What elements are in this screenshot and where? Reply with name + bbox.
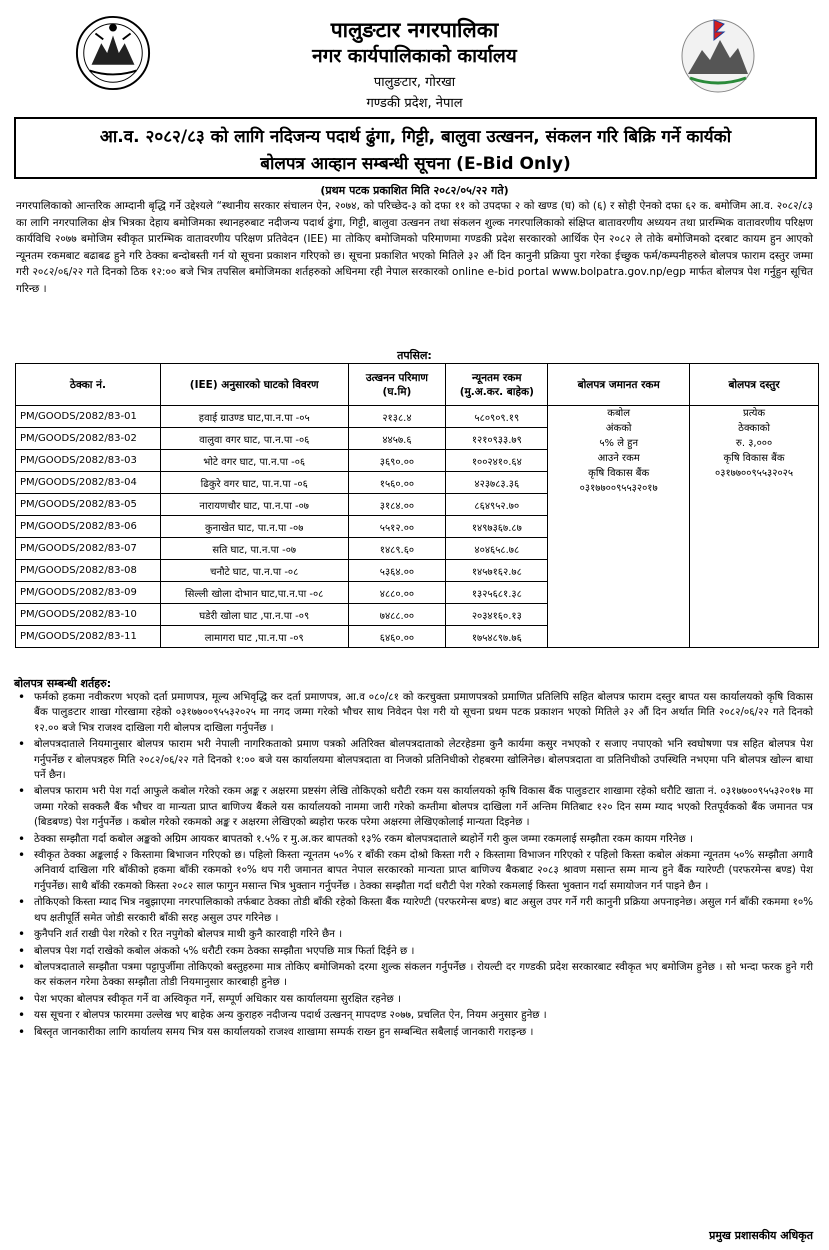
- guarantee-line: कृषि विकास बैंक: [588, 468, 650, 479]
- fee-cell: [690, 406, 819, 648]
- quantity: ७४८८.००: [348, 604, 446, 626]
- contract-no: PM/GOODS/2082/83-09: [16, 582, 161, 604]
- min-amount: १२१०९३३.७९: [446, 428, 548, 450]
- office-subtitle: नगर कार्यपालिकाको कार्यालय: [312, 45, 517, 67]
- ghat-detail: लामागरा घाट ,पा.न.पा -०९: [160, 626, 348, 648]
- list-item: • यस सूचना र बोलपत्र फारममा उल्लेख भए बाहेक अन्य कुराहरु नदीजन्य पदार्थ उत्खनन् मापदण्ड २०७७, प्रचलित ऐन, नियम अनुसार हुनेछ ।: [16, 1008, 813, 1023]
- guarantee-line: कबोल: [607, 408, 631, 419]
- quantity: १५६०.००: [348, 472, 446, 494]
- list-item: • बोलपत्र पेश गर्दा राखेको कबोल अंकको ५% धरौटी रकम ठेक्का सम्झौता भएपछि मात्र फिर्ता दिईने छ ।: [16, 944, 813, 959]
- header-ghat-detail: (IEE) अनुसारको घाटको विवरण: [160, 364, 348, 406]
- header-contract-no: ठेक्का नं.: [16, 364, 161, 406]
- quantity: ५३६४.००: [348, 560, 446, 582]
- header-min-amount: न्यूनतम रकम (मु.अ.कर. बाहेक): [446, 364, 548, 406]
- ghat-detail: कुनाखेत घाट, पा.न.पा -०७: [160, 516, 348, 538]
- quantity: ३६९०.००: [348, 450, 446, 472]
- header-guarantee: बोलपत्र जमानत रकम: [548, 364, 690, 406]
- contract-no: PM/GOODS/2082/83-03: [16, 450, 161, 472]
- quantity: ४८८०.००: [348, 582, 446, 604]
- office-address: पालुङटार, गोरखा: [373, 75, 456, 90]
- contract-no: PM/GOODS/2082/83-04: [16, 472, 161, 494]
- ghat-detail: सिल्ली खोला दोभान घाट,पा.न.पा -०८: [160, 582, 348, 604]
- ghat-detail: भोटे वगर घाट, पा.न.पा -०६: [160, 450, 348, 472]
- office-province: गण्डकी प्रदेश, नेपाल: [366, 96, 463, 111]
- min-amount: १७५४८९७.७६: [446, 626, 548, 648]
- ghat-detail: घडेरी खोला घाट ,पा.न.पा -०९: [160, 604, 348, 626]
- contract-no: PM/GOODS/2082/83-06: [16, 516, 161, 538]
- min-amount: ४२३७८३.३६: [446, 472, 548, 494]
- published-date: (प्रथम पटक प्रकाशित मिति २०८२/०५/२२ गते): [320, 184, 509, 197]
- list-item: • बिस्तृत जानकारीका लागि कार्यालय समय भित्र यस कार्यालयको राजश्व शाखामा सम्पर्क राख्न हुन सम्बन्धित सबैलाई जानकारी गराइन्छ ।: [16, 1025, 813, 1040]
- quantity: ४४५७.६: [348, 428, 446, 450]
- min-amount: २०३४१६०.१३: [446, 604, 548, 626]
- min-amount: ४०४६५८.७८: [446, 538, 548, 560]
- min-amount: १४९७३६७.८७: [446, 516, 548, 538]
- guarantee-cell: [548, 406, 690, 648]
- contract-no: PM/GOODS/2082/83-01: [16, 406, 161, 428]
- notice-title-line1: आ.व. २०८२/८३ को लागि नदिजन्य पदार्थ ढुंगा, गिट्टी, बालुवा उत्खनन, संकलन गरि बिक्रि गर्ने कार्यको: [99, 127, 732, 147]
- notice-title-line2: बोलपत्र आव्हान सम्बन्धी सूचना (E-Bid Only): [260, 154, 571, 174]
- min-amount: ८६४९५२.७०: [446, 494, 548, 516]
- fee-account: ०३१७७००९५५३२०२५: [715, 468, 794, 479]
- min-amount: १४५७१६२.७८: [446, 560, 548, 582]
- quantity: ५५१२.००: [348, 516, 446, 538]
- list-item: • फर्मको हकमा नवीकरण भएको दर्ता प्रमाणपत्र, मूल्य अभिवृद्धि कर दर्ता प्रमाणपत्र, आ.व ०८०/८१ को करचुक्ता प्रमाणपत्रको प्रमाणित प्रतिलिपि सहित बोलपत्र फाराम दस्तुर बापत यस कार्यालयको कृषि विकास बैंक पालुङटार शाखा गोरखामा रहेको ०३१७७००९५५३२०२५ मा नगद जम्मा गरेको भौचर साथ निवेदन पेश गरी यो सूचना प्रथम पटक प्रकाशन भएको मितिले ३२ औं दिन अर्थात मिति २०८२/०६/२२ गते दिनको १२.०० बजे भित्र राजश्व दाखिला गरी बोलपत्र दाखिला गर्नुपर्नेछ ।: [16, 690, 813, 736]
- min-amount: १००२४१०.६४: [446, 450, 548, 472]
- ghat-detail: सति घाट, पा.न.पा -०७: [160, 538, 348, 560]
- office-name: पालुङटार नगरपालिका: [330, 18, 499, 42]
- ghat-detail: हवाई ग्राउण्ड घाट,पा.न.पा -०५: [160, 406, 348, 428]
- fee-line: ठेक्काको: [738, 423, 770, 434]
- header-quantity: उत्खनन परिमाण (घ.मि): [348, 364, 446, 406]
- letterhead: [0, 0, 829, 118]
- contract-no: PM/GOODS/2082/83-08: [16, 560, 161, 582]
- quantity: १४८९.६०: [348, 538, 446, 560]
- contract-no: PM/GOODS/2082/83-02: [16, 428, 161, 450]
- table-row: [16, 406, 819, 428]
- list-item: • कुनैपनि शर्त राखी पेश गरेको र रित नपुगेको बोलपत्र माथी कुनै कारवाही गरिने छैन ।: [16, 927, 813, 942]
- quantity: ६४६०.००: [348, 626, 446, 648]
- quantity: ३१८४.००: [348, 494, 446, 516]
- list-item: • स्वीकृत ठेक्का अङ्कलाई २ किस्तामा बिभाजन गरिएको छ। पहिलो किस्ता न्यूनतम ५०% र बाँकी रकम दोश्रो किस्ता गरी २ किस्तामा विभाजन गरिएको र पहिलो किस्ता कबोल अंकमा न्यूनतम ५०% सम्झौता अगावै अनिवार्य दाखिला गरि बाँकीको हकमा बाँकी रकमको १०% थप गरी जमानत बापत नेपाल सरकारको मान्यता प्राप्त बाणिज्य बैकबाट २०८३ श्रावण मसान्त सम्म मान्य हुने बैंक ग्यारेण्टी (परफरमेन्स बण्ड) पेश गर्नुपर्नेछ। साथै बाँकी रकमको किस्ता २०८२ साल फागुन मसान्त भित्र भुक्तान गर्नुपर्नेछ । ठेक्का सम्झौता गर्दा धरौटी पेश गरेको रकमलाई किस्ता भुक्तान गर्दा समायोजन गर्न पाइने छैन ।: [16, 848, 813, 894]
- ghat-detail: वालुवा वगर घाट, पा.न.पा -०६: [160, 428, 348, 450]
- contracts-table: [15, 363, 819, 648]
- table-header-row: [16, 364, 819, 406]
- notice-title-box: [14, 117, 817, 179]
- contract-no: PM/GOODS/2082/83-11: [16, 626, 161, 648]
- fee-line: प्रत्येक: [743, 408, 766, 419]
- details-label: तपसिल:: [397, 349, 432, 362]
- contract-no: PM/GOODS/2082/83-07: [16, 538, 161, 560]
- guarantee-account: ०३१७७००९५५३२०१७: [579, 483, 658, 494]
- contract-no: PM/GOODS/2082/83-05: [16, 494, 161, 516]
- ghat-detail: ढिकुरे वगर घाट, पा.न.पा -०६: [160, 472, 348, 494]
- terms-heading: बोलपत्र सम्बन्धी शर्तहरु:: [14, 677, 112, 690]
- min-amount: ५८०९०९.१९: [446, 406, 548, 428]
- list-item: • पेश भएका बोलपत्र स्वीकृत गर्ने वा अस्विकृत गर्ने, सम्पूर्ण अधिकार यस कार्यालयमा सुरक्षित रहनेछ ।: [16, 992, 813, 1007]
- header-fee: बोलपत्र दस्तुर: [690, 364, 819, 406]
- terms-list: [16, 690, 813, 1041]
- list-item: • बोलपत्रदाताले सम्झौता पत्रमा पट्टापुर्जीमा तोकिएको बस्तुहरुमा मात्र तोकिए बमोजिमको दरमा शुल्क संकलन गर्नुपर्नेछ । रोयल्टी दर गण्डकी प्रदेश सरकारबाट स्वीकृत भए बमोजिम हुनेछ । सो भन्दा फरक हुने गरी कर संकलन गरेमा ठेक्का सम्झौता तोडी नियमानुसार कारबाही हुनेछ ।: [16, 960, 813, 991]
- list-item: • तोकिएको किस्ता म्याद भित्र नबुझाएमा नगरपालिकाको तर्फबाट ठेक्का तोडी बाँकी रहेको किस्ता बैंक ग्यारेण्टी (परफरमेन्स बण्ड) बाट असुल उपर गर्ने गरी कानुनी प्रक्रिया अपनाइनेछ। असुल गर्न बाँकी रकममा १०% थप क्षतीपूर्ति समेत जोडी सरकारी बाँकी सरह असुल उपर गरिनेछ ।: [16, 895, 813, 926]
- list-item: • ठेक्का सम्झौता गर्दा कबोल अङ्कको अग्रिम आयकर बापतको १.५% र मु.अ.कर बापतको १३% रकम बोलपत्रदाताले ब्यहोर्ने गरी कुल जम्मा रकमलाई सम्झौता रकम कायम गरिनेछ ।: [16, 832, 813, 847]
- guarantee-line: अंकको: [605, 423, 632, 434]
- signature-title: प्रमुख प्रशासकीय अधिकृत: [709, 1229, 813, 1242]
- min-amount: १३२५६८१.३८: [446, 582, 548, 604]
- guarantee-line: आउने रकम: [597, 453, 640, 464]
- contract-no: PM/GOODS/2082/83-10: [16, 604, 161, 626]
- ghat-detail: चनौटे घाट, पा.न.पा -०८: [160, 560, 348, 582]
- guarantee-line: ५% ले हुन: [599, 438, 639, 449]
- fee-line: कृषि विकास बैंक: [723, 453, 785, 464]
- list-item: • बोलपत्र फाराम भरी पेश गर्दा आफुले कबोल गरेको रकम अङ्क र अक्षरमा प्रष्टसंग लेखि तोकिएको धरौटी रकम यस कार्यालयको कृषि विकास बैंक पालुङटार शाखामा रहेको धरौटि खाता नं. ०३१७७००९५५३२०१७ मा जम्मा गरेको सक्कलै बैंक भौचर वा मान्यता प्राप्त बाणिज्य बैंकले यस कार्यालयको नाममा जारी गरेको कम्तीमा बोलपत्र दाखिला गर्ने अन्तिम मितिबाट १२० दिन सम्म म्याद भएको रितपूर्वकको बैंक जमानत पत्र (बिडबण्ड) पेश गर्नुपर्नेछ । कबोल गरेको रकमको अङ्क र अक्षरमा लेखिएको ब्यहोरा फरक परेमा अक्षरमा लेखिएकोलाई मान्यता दिइनेछ ।: [16, 784, 813, 830]
- quantity: २१३८.४: [348, 406, 446, 428]
- list-item: • बोलपत्रदाताले नियमानुसार बोलपत्र फाराम भरी नेपाली नागरिकताको प्रमाण पत्रको अतिरिक्त बोलपत्रदाताको लेटरहेडमा कुनै कार्यमा कसुर नभएको र सजाए नपाएको भनि स्वघोषणा पत्र सहित बोलपत्र पेश गर्नुपर्नेछ र बोलपत्रहरु मिति २०८२/०६/२२ गते दिनको १:०० बजे यस कार्यालयमा बोलपत्रदाता वा निजको प्रतिनिधीको रोहबरमा खोलिनेछ। बोलपत्रदाता वा प्रतिनिधीको उपस्थिति नभएमा पनि बोलपत्र खोल्न बाधा पर्ने छैन।: [16, 737, 813, 783]
- fee-line: रु. ३,०००: [735, 438, 773, 449]
- ghat-detail: नारायणचौर घाट, पा.न.पा -०७: [160, 494, 348, 516]
- intro-paragraph: नगरपालिकाको आन्तरिक आम्दानी बृद्धि गर्ने उद्देश्यले “स्थानीय सरकार संचालन ऐन, २०७४, को परिच्छेद-३ को दफा ११ को उपदफा २ को खण्ड (घ) को (६) र सोही ऐनको दफा ६२ क. बमोजिम आ.व. २०८२/८३ का लागि नगरपालिका क्षेत्र भित्रका देहाय बमोजिमका स्थानहरुबाट नदीजन्य पदार्थ ढुंगा, गिट्टी, बालुवा उत्खनन तथा संकलन शुल्क नगरपालिकाको संक्षिप्त बातावरणीय अध्ययन तथा प्रारम्भिक वातावरणीय परिक्षण कार्यविधि २०७७ बमोजिम स्वीकृत प्रारम्भिक वातावरणीय परिक्षण प्रतिवेदन (IEE) मा तोकिए बमोजिमको परिमाणमा गण्डकी प्रदेश सरकारको आर्थिक ऐन २०८२ ले तोके बमोजिमको दरबाट कायम हुन आएको न्यूनतम रकमबाट बढाबढ हुने गरि ठेक्का बन्दोबस्ती गर्न यो सूचना प्रकाशन गरिएको छ। सूचना प्रकाशित भएको मितिले ३२ औं दिन कानुनी प्रक्रिया पुरा गरेका ईच्छुक फर्म/कम्पनीहरुले बोलपत्र फाराम दस्तुर जम्मा गरी २०८२/०६/२२ गते दिनको ठिक १२:०० बजे भित्र तपसिल बमोजिमका शर्तहरुको अधिनमा रही नेपाल सरकारको online e-bid portal www.bolpatra.gov.np/egp मार्फत बोलपत्र पेश गर्नुहुन सूचित गरिन्छ ।: [16, 200, 813, 295]
